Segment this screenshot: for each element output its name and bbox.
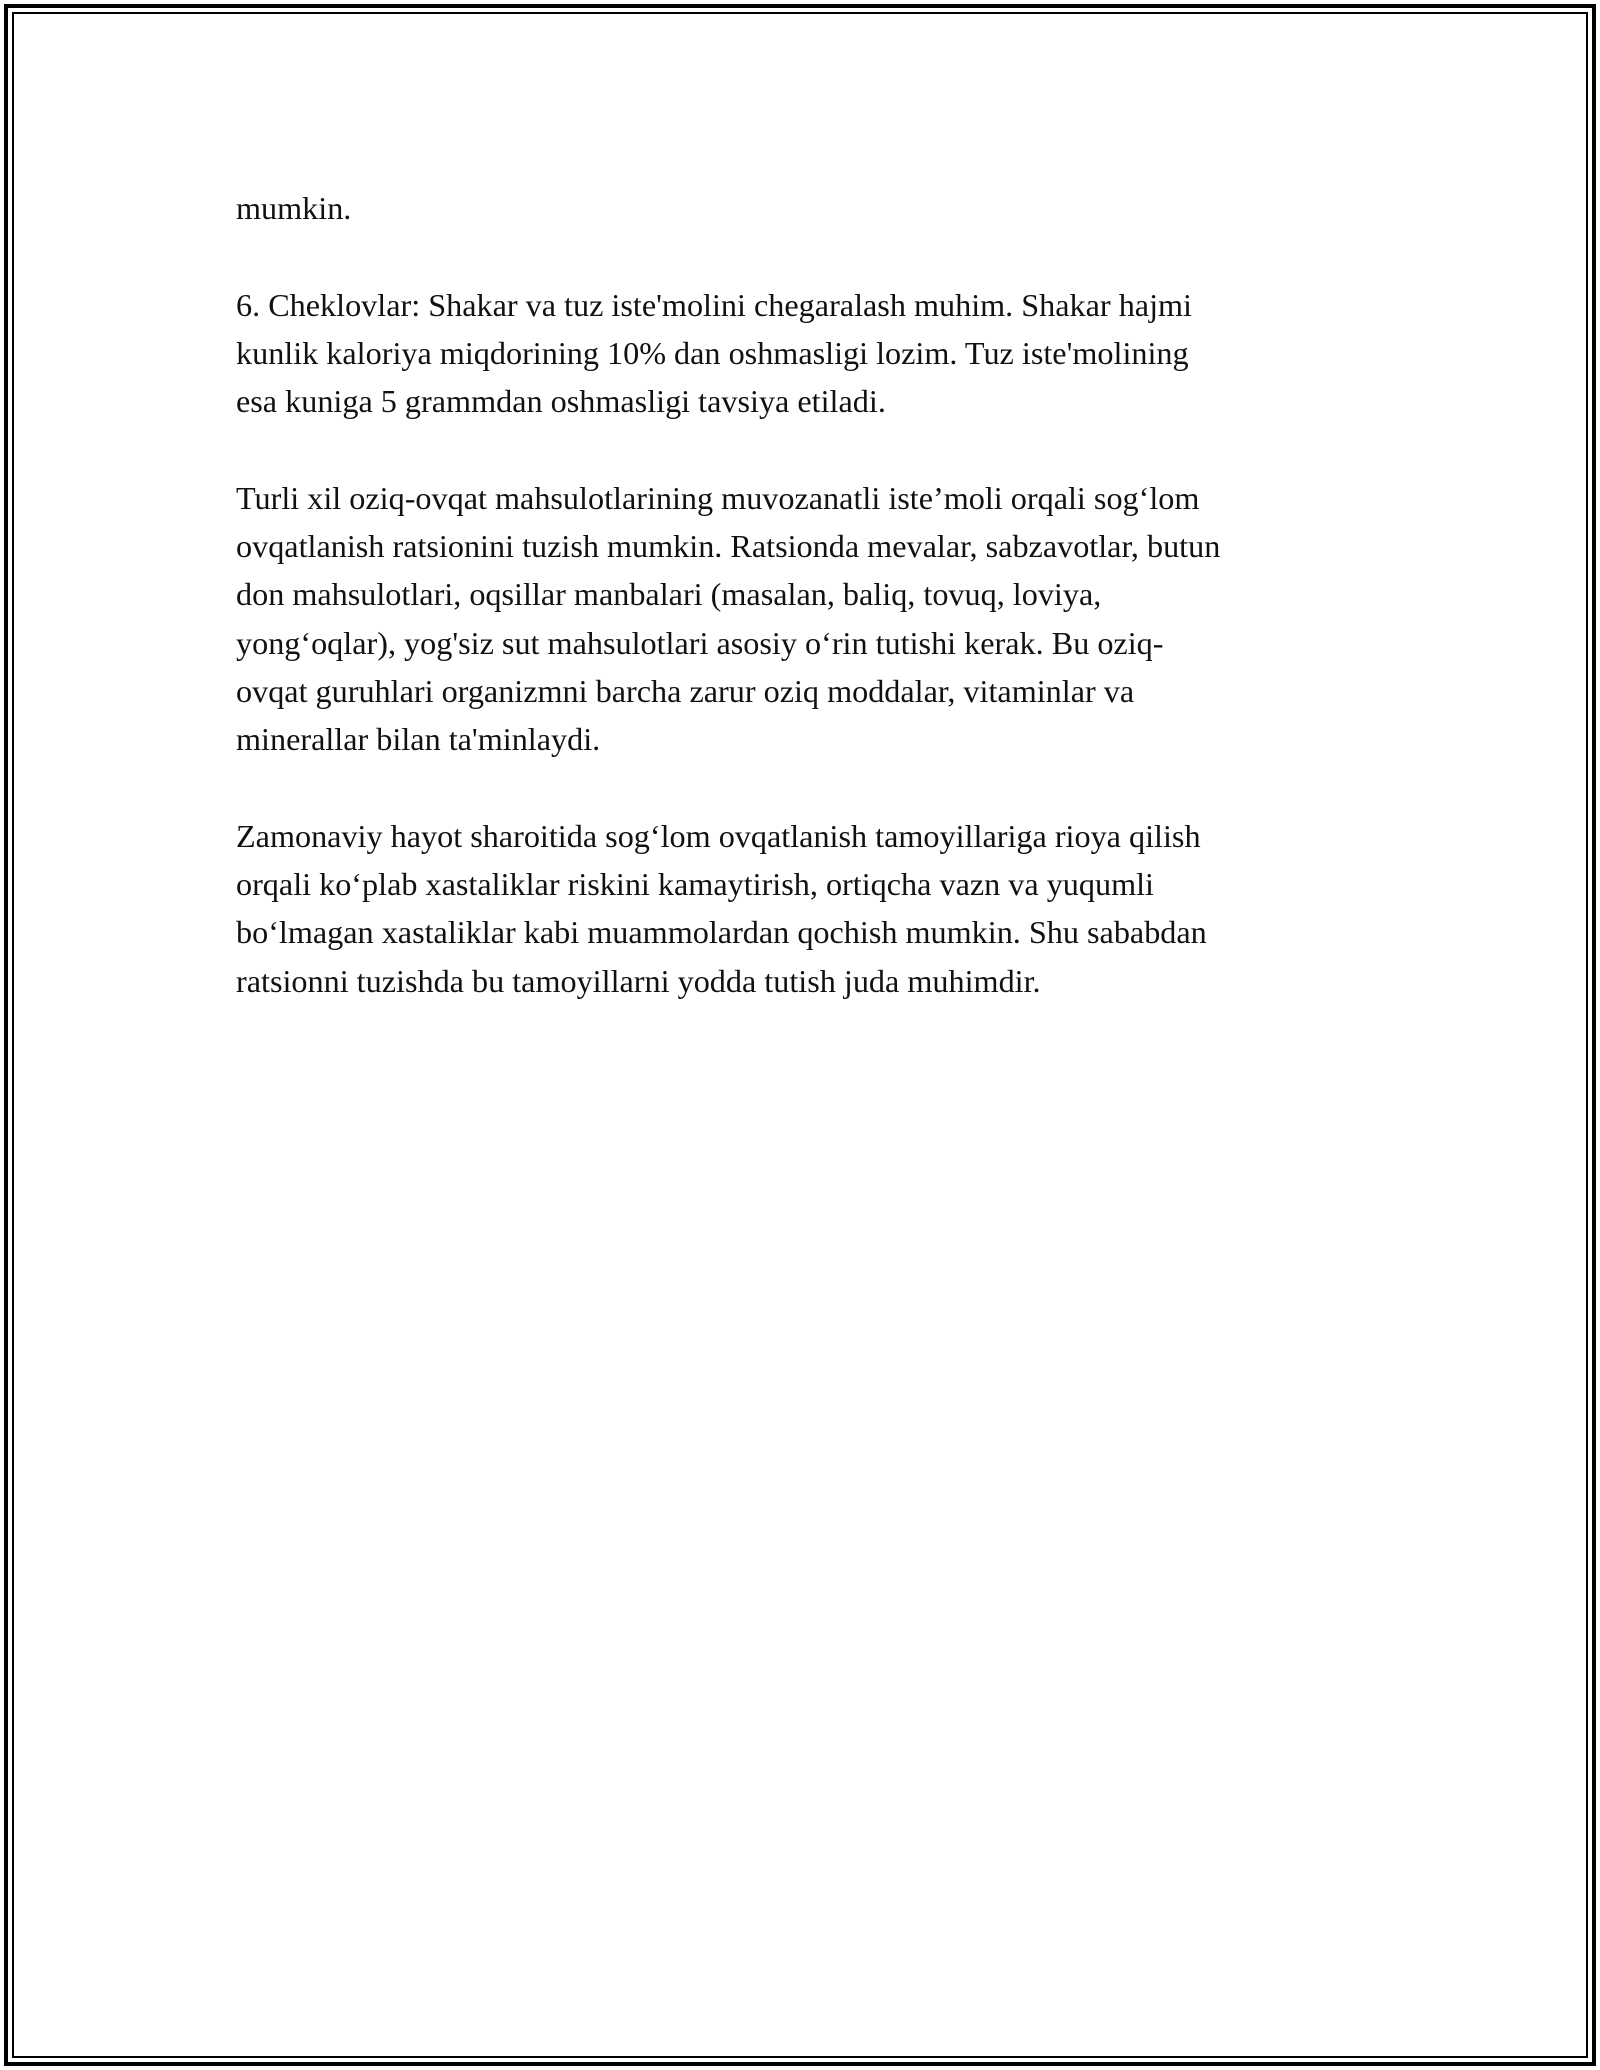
text-line: bo‘lmagan xastaliklar kabi muammolardan qochish mumkin. Shu sababdan: [236, 914, 1207, 951]
text-line: kunlik kaloriya miqdorining 10% dan oshmasligi lozim. Tuz iste'molining: [236, 334, 1189, 371]
text-line: ovqat guruhlari organizmni barcha zarur oziq moddalar, vitaminlar va: [236, 672, 1135, 709]
text-line: don mahsulotlari, oqsillar manbalari (masalan, baliq, tovuq, loviya,: [236, 576, 1102, 613]
paragraph-continuation: [236, 184, 1376, 232]
text-line: ratsionni tuzishda bu tamoyillarni yodda tutish juda muhimdir.: [236, 962, 1041, 999]
text-line: ovqatlanish ratsionini tuzish mumkin. Ratsionda mevalar, sabzavotlar, butun: [236, 528, 1221, 565]
text-line: esa kuniga 5 grammdan oshmasligi tavsiya etiladi.: [236, 383, 886, 420]
text-line: yong‘oqlar), yog'siz sut mahsulotlari asosiy o‘rin tutishi kerak. Bu oziq-: [236, 624, 1164, 661]
text-line: minerallar bilan ta'minlaydi.: [236, 721, 601, 758]
text-line: Turli xil oziq-ovqat mahsulotlarining muvozanatli iste’moli orqali sog‘lom: [236, 479, 1200, 516]
paragraph-conclusion: [236, 812, 1376, 1005]
paragraph-restrictions: [236, 281, 1376, 426]
document-body: [236, 184, 1376, 1005]
text-line: orqali ko‘plab xastaliklar riskini kamaytirish, ortiqcha vazn va yuqumli: [236, 866, 1155, 903]
text-line: 6. Cheklovlar: Shakar va tuz iste'molini chegaralash muhim. Shakar hajmi: [236, 286, 1192, 323]
text-line: Zamonaviy hayot sharoitida sog‘lom ovqatlanish tamoyillariga rioya qilish: [236, 817, 1201, 854]
paragraph-balanced-diet: [236, 474, 1376, 764]
text-line: mumkin.: [236, 190, 352, 226]
